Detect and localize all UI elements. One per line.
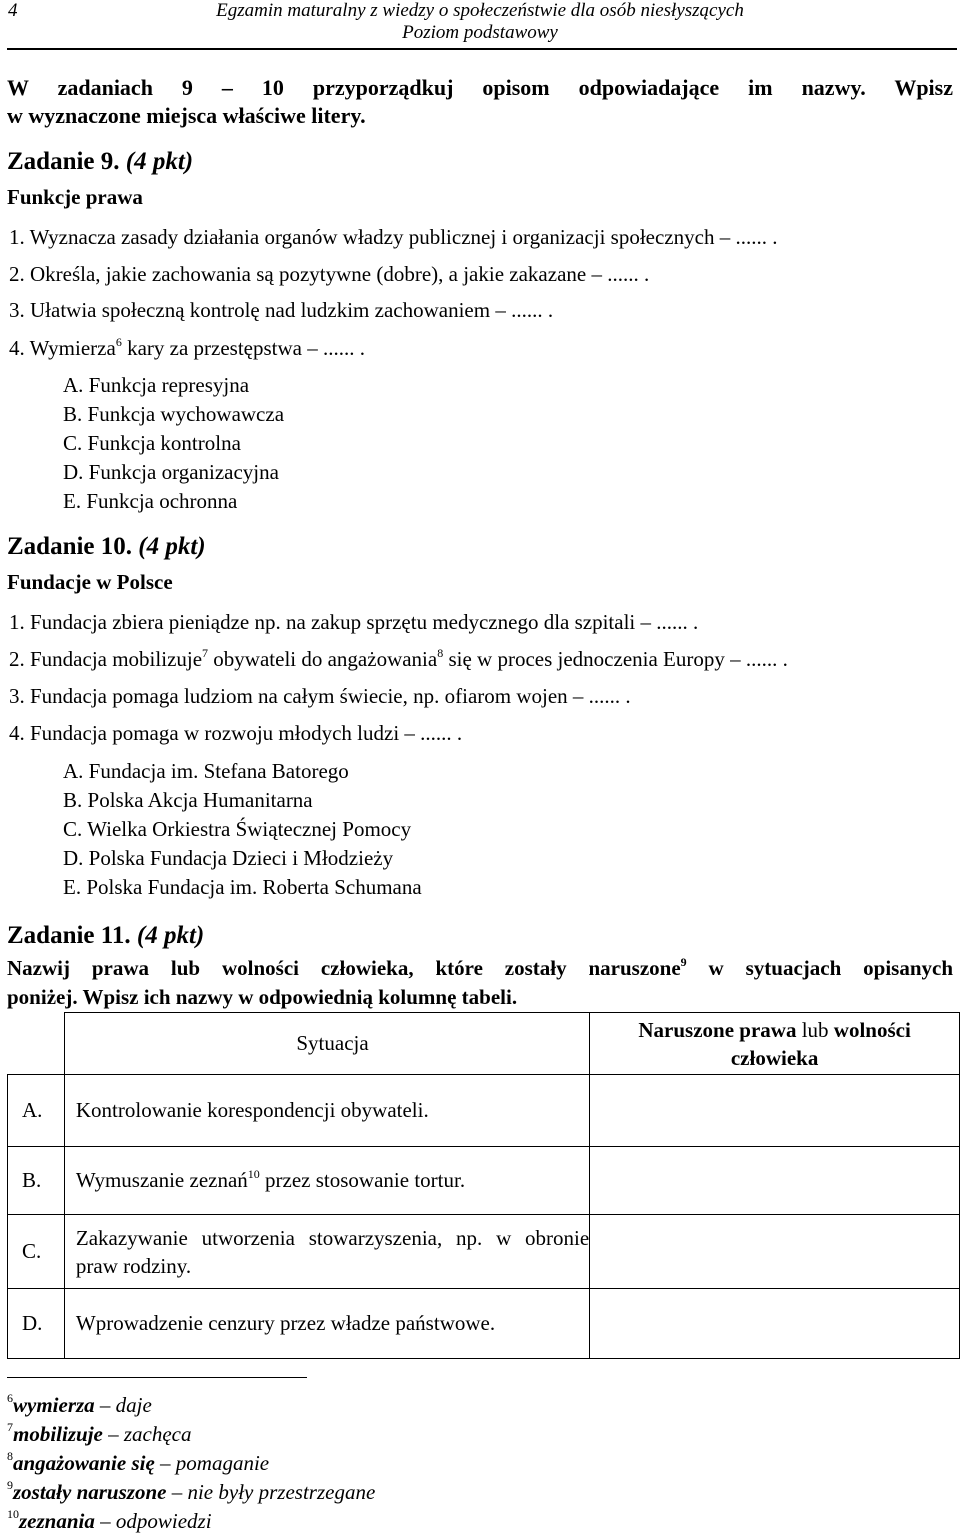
situation-cell: Wprowadzenie cenzury przez władze państwowe. <box>64 1289 589 1359</box>
row-label: A. <box>8 1075 65 1147</box>
table-row <box>8 1289 960 1359</box>
task-9-option: A. Funkcja represyjna <box>63 373 250 397</box>
task-11-instruction-line-2: poniżej. Wpisz ich nazwy w odpowiednią kolumnę tabeli. <box>7 985 518 1009</box>
task-10-item: 3. Fundacja pomaga ludziom na całym świecie, np. ofiarom wojen – ...... . <box>9 684 631 708</box>
task-9-item: 4. Wymierza$^6$ kary za przestępstwa – ...... . <box>9 335 365 360</box>
task-11-title: Zadanie 11. (4 pkt) <box>7 922 205 949</box>
answer-cell[interactable] <box>590 1215 960 1289</box>
footnote-ref: 6 <box>115 335 122 349</box>
table-header-row <box>8 1013 960 1075</box>
task-10-item: 4. Fundacja pomaga w rozwoju młodych ludzi – ...... . <box>9 721 463 745</box>
task-9-title: Zadanie 9. (4 pkt) <box>7 148 194 175</box>
footnote-ref: 10 <box>247 1167 260 1181</box>
task-10-title: Zadanie 10. (4 pkt) <box>7 533 206 560</box>
column-header-situation: Sytuacja <box>64 1013 589 1075</box>
task-10-option: B. Polska Akcja Humanitarna <box>63 788 313 812</box>
task-10-option: E. Polska Fundacja im. Roberta Schumana <box>63 875 422 899</box>
table-row <box>8 1215 960 1289</box>
task-10-subtitle: Fundacje w Polsce <box>7 570 173 594</box>
task-10-option: C. Wielka Orkiestra Świątecznej Pomocy <box>63 817 412 841</box>
column-header-rights: Naruszone prawa lub wolności człowieka <box>590 1013 960 1075</box>
situation-cell: Zakazywanie utworzenia stowarzyszenia, np. w obronie praw rodziny. <box>64 1215 589 1289</box>
table-row <box>8 1075 960 1147</box>
row-label: D. <box>8 1289 65 1359</box>
footnote: $^{10}$zeznania – odpowiedzi <box>7 1507 212 1533</box>
footnote-divider <box>7 1377 307 1378</box>
footnote-ref: 9 <box>680 955 687 969</box>
task-9-option: D. Funkcja organizacyjna <box>63 460 279 484</box>
situation-cell: Wymuszanie zeznań$^{10}$ przez stosowanie tortur. <box>64 1147 589 1215</box>
answer-cell[interactable] <box>590 1147 960 1215</box>
task-10-option: A. Fundacja im. Stefana Batorego <box>63 759 349 783</box>
answer-cell[interactable] <box>590 1289 960 1359</box>
task-11-instruction-line-1: Nazwij prawa lub wolności człowieka, które zostały naruszone$^9$ w sytuacjach opisanych <box>7 955 954 980</box>
task-10-item: 1. Fundacja zbiera pieniądze np. na zakup sprzętu medycznego dla szpitali – ...... . <box>9 610 699 634</box>
instruction-line-2: w wyznaczone miejsca właściwe litery. <box>7 103 366 128</box>
task-9-item: 3. Ułatwia społeczną kontrolę nad ludzkim zachowaniem – ...... . <box>9 298 554 322</box>
task-9-option: C. Funkcja kontrolna <box>63 431 241 455</box>
row-label: C. <box>8 1215 65 1289</box>
table-corner-cell <box>8 1013 65 1075</box>
page-number: 4 <box>8 0 18 21</box>
footnote: $^6$wymierza – daje <box>7 1391 152 1417</box>
header-title: Egzamin maturalny z wiedzy o społeczeństwie dla osób niesłyszących <box>216 0 744 21</box>
header-divider <box>7 48 957 50</box>
instruction-line-1: W zadaniach 9 – 10 przyporządkuj opisom odpowiadające im nazwy. Wpisz <box>7 75 953 100</box>
task-9-option: E. Funkcja ochronna <box>63 489 238 513</box>
task-10-item: 2. Fundacja mobilizuje$^7$ obywateli do angażowania$^8$ się w proces jednoczenia Europy – ...... . <box>9 646 788 671</box>
footnote-ref: 8 <box>437 646 444 660</box>
task-9-item: 2. Określa, jakie zachowania są pozytywne (dobre), a jakie zakazane – ...... . <box>9 262 650 286</box>
task-9-option: B. Funkcja wychowawcza <box>63 402 285 426</box>
footnote: $^9$zostały naruszone – nie były przestrzegane <box>7 1478 376 1504</box>
answer-table <box>7 1012 960 1359</box>
answer-cell[interactable] <box>590 1075 960 1147</box>
footnote: $^7$mobilizuje – zachęca <box>7 1420 192 1446</box>
task-10-option: D. Polska Fundacja Dzieci i Młodzieży <box>63 846 394 870</box>
footnote: $^8$angażowanie się – pomaganie <box>7 1449 270 1475</box>
task-9-subtitle: Funkcje prawa <box>7 185 143 209</box>
task-9-item: 1. Wyznacza zasady działania organów władzy publicznej i organizacji społecznych – ...... . <box>9 225 778 249</box>
situation-cell: Kontrolowanie korespondencji obywateli. <box>64 1075 589 1147</box>
footnote-ref: 7 <box>202 646 209 660</box>
table-row <box>8 1147 960 1215</box>
header-subtitle: Poziom podstawowy <box>402 22 558 43</box>
row-label: B. <box>8 1147 65 1215</box>
